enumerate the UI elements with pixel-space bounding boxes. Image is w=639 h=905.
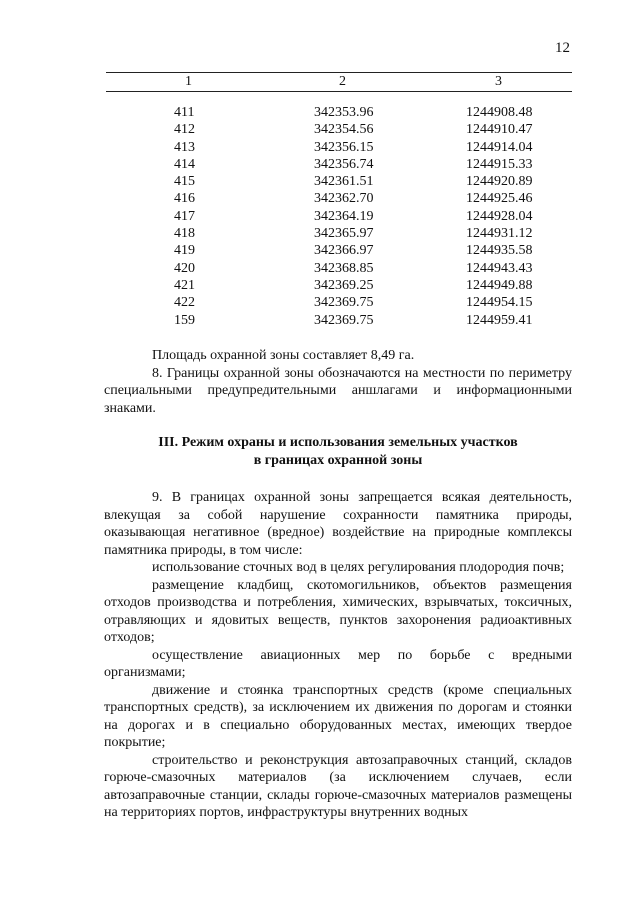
coord-x: 342366.97 (314, 243, 374, 259)
coord-x: 342369.75 (314, 295, 374, 311)
coordinates-table (0, 104, 639, 329)
coord-y: 1244949.88 (466, 277, 533, 293)
column-header-3: 3 (495, 74, 502, 89)
coord-x: 342369.75 (314, 312, 374, 328)
item-8-text: 8. Границы охранной зоны обозначаются на местности по периметру специальными предупредительными аншлагами и информационными знаками. (104, 365, 572, 416)
point-number: 415 (174, 174, 195, 190)
table-row (0, 156, 639, 173)
coord-y: 1244935.58 (466, 243, 533, 259)
coord-y: 1244943.43 (466, 260, 533, 276)
paragraph: 9. В границах охранной зоны запрещается всякая деятельность, влекущая за собой нарушение сохранности памятника природы, оказывающая негативное (вредное) воздействие на природные комплексы памятника природы, в том числе: (104, 490, 572, 558)
coord-y: 1244959.41 (466, 312, 533, 328)
table-row (0, 242, 639, 259)
column-header-2: 2 (339, 74, 346, 89)
paragraph: размещение кладбищ, скотомогильников, объектов размещения отходов производства и потребления, химических, взрывчатых, токсичных, отравляющих и ядовитых веществ, пунктов захоронения радиоактивных отходов; (104, 577, 572, 645)
point-number: 159 (174, 312, 195, 328)
table-row (0, 294, 639, 311)
coord-y: 1244928.04 (466, 208, 533, 224)
table-row (0, 277, 639, 294)
page-number: 12 (555, 40, 570, 56)
table-row (0, 225, 639, 242)
coord-y: 1244925.46 (466, 191, 533, 207)
coord-x: 342368.85 (314, 260, 374, 276)
table-header (106, 72, 572, 92)
point-number: 411 (174, 105, 195, 120)
paragraph: строительство и реконструкция автозаправочных станций, складов горюче-смазочных материалов (за исключением случаев, если автозаправочные станции, склады горюче-смазочных материалов размещены на территориях портов, инфраструктуры внутренних водных (104, 752, 572, 820)
paragraph: использование сточных вод в целях регулирования плодородия почв; (152, 560, 565, 575)
table-row (0, 121, 639, 138)
point-number: 419 (174, 243, 195, 259)
restrictions-section (104, 489, 572, 822)
column-header-1: 1 (185, 74, 192, 89)
coord-x: 342365.97 (314, 226, 374, 242)
coord-x: 342364.19 (314, 208, 374, 224)
coord-y: 1244910.47 (466, 122, 533, 138)
point-number: 414 (174, 156, 195, 172)
point-number: 420 (174, 260, 195, 276)
coord-x: 342369.25 (314, 277, 374, 293)
point-number: 422 (174, 295, 195, 311)
paragraph: осуществление авиационных мер по борьбе с вредными организмами; (104, 647, 572, 680)
table-row (0, 104, 639, 121)
coord-y: 1244915.33 (466, 156, 533, 172)
table-row (0, 312, 639, 329)
coord-y: 1244954.15 (466, 295, 533, 311)
table-row (0, 173, 639, 190)
table-row (0, 260, 639, 277)
coord-x: 342353.96 (314, 105, 374, 120)
table-row (0, 208, 639, 225)
point-number: 412 (174, 122, 195, 138)
table-row (0, 190, 639, 207)
area-text: Площадь охранной зоны составляет 8,49 га. (152, 348, 415, 363)
section-heading-line-2: в границах охранной зоны (253, 452, 423, 468)
coord-x: 342356.15 (314, 139, 374, 155)
area-section (104, 347, 572, 417)
coord-x: 342356.74 (314, 156, 374, 172)
coord-x: 342354.56 (314, 122, 374, 138)
coord-y: 1244914.04 (466, 139, 533, 155)
coord-y: 1244931.12 (466, 226, 533, 242)
point-number: 413 (174, 139, 195, 155)
section-heading (104, 434, 572, 469)
section-heading-line-1: III. Режим охраны и использования земельных участков (158, 435, 518, 450)
coord-y: 1244908.48 (466, 105, 533, 120)
coord-x: 342362.70 (314, 191, 374, 207)
point-number: 418 (174, 226, 195, 242)
point-number: 421 (174, 277, 195, 293)
paragraph: движение и стоянка транспортных средств (кроме специальных транспортных средств), за исключением их движения по дорогам и стоянки на дорогах и в специально оборудованных местах, имеющих твердое покрытие; (104, 682, 572, 750)
point-number: 417 (174, 208, 195, 224)
table-row (0, 139, 639, 156)
coord-x: 342361.51 (314, 174, 374, 190)
coord-y: 1244920.89 (466, 174, 533, 190)
point-number: 416 (174, 191, 195, 207)
